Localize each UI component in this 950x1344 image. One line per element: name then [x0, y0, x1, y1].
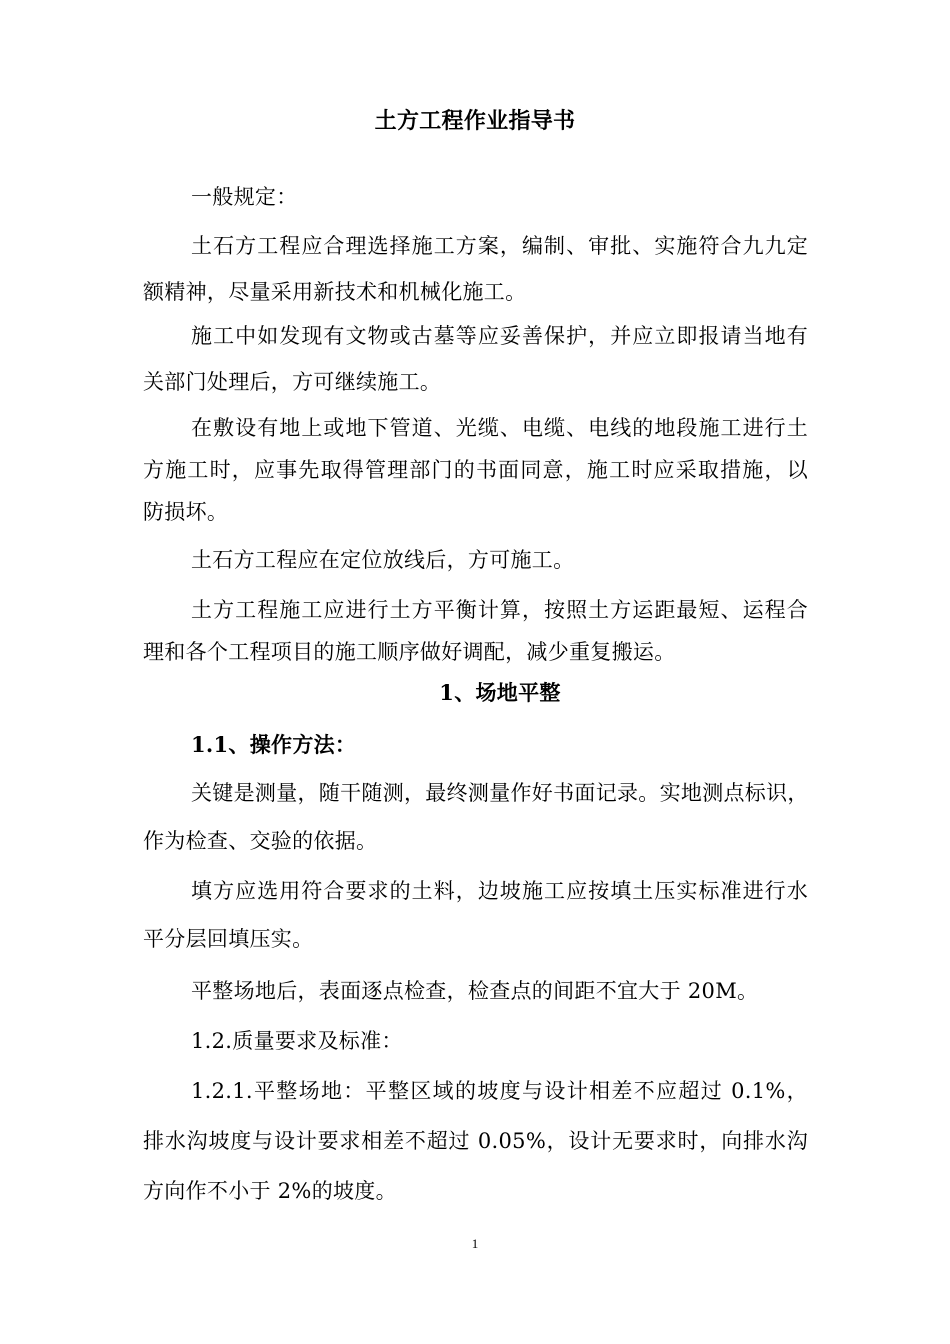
paragraph-line: 排水沟坡度与设计要求相差不超过 0.05%，设计无要求时，向排水沟 — [143, 1129, 808, 1153]
paragraph-line: 施工中如发现有文物或古墓等应妥善保护，并应立即报请当地有 — [191, 324, 808, 348]
paragraph-line: 平整场地后，表面逐点检查，检查点的间距不宜大于 20M。 — [191, 979, 759, 1003]
paragraph-line: 方施工时，应事先取得管理部门的书面同意，施工时应采取措施，以 — [143, 458, 808, 482]
paragraph-line: 方向作不小于 2%的坡度。 — [143, 1179, 397, 1203]
paragraph-line: 填方应选用符合要求的土料，边坡施工应按填土压实标准进行水 — [191, 879, 808, 903]
paragraph-line: 土石方工程应在定位放线后，方可施工。 — [191, 548, 575, 572]
paragraph-line: 土石方工程应合理选择施工方案，编制、审批、实施符合九九定 — [191, 234, 808, 258]
paragraph-line: 关部门处理后，方可继续施工。 — [143, 370, 442, 394]
section-heading-1-2: 1.2.质量要求及标准： — [191, 1029, 403, 1053]
paragraph-line: 作为检查、交验的依据。 — [143, 829, 378, 853]
page-number: 1 — [471, 1236, 479, 1251]
paragraph-line: 关键是测量，随干随测，最终测量作好书面记录。实地测点标识， — [191, 781, 809, 805]
document-title: 土方工程作业指导书 — [374, 108, 576, 134]
paragraph-line: 土方工程施工应进行土方平衡计算，按照土方运距最短、运程合 — [191, 598, 808, 622]
paragraph-line: 额精神，尽量采用新技术和机械化施工。 — [143, 280, 527, 304]
section-heading-1: 1、场地平整 — [439, 680, 561, 705]
paragraph-line: 平分层回填压实。 — [143, 927, 314, 951]
section-heading-1-1: 1.1、操作方法： — [191, 732, 357, 757]
paragraph-line: 防损坏。 — [143, 500, 229, 524]
paragraph-line: 在敷设有地上或地下管道、光缆、电缆、电线的地段施工进行土 — [191, 416, 808, 440]
general-rules-heading: 一般规定： — [191, 185, 298, 209]
paragraph-line: 1.2.1.平整场地：平整区域的坡度与设计相差不应超过 0.1%， — [191, 1079, 808, 1103]
paragraph-line: 理和各个工程项目的施工顺序做好调配，减少重复搬运。 — [143, 640, 676, 664]
